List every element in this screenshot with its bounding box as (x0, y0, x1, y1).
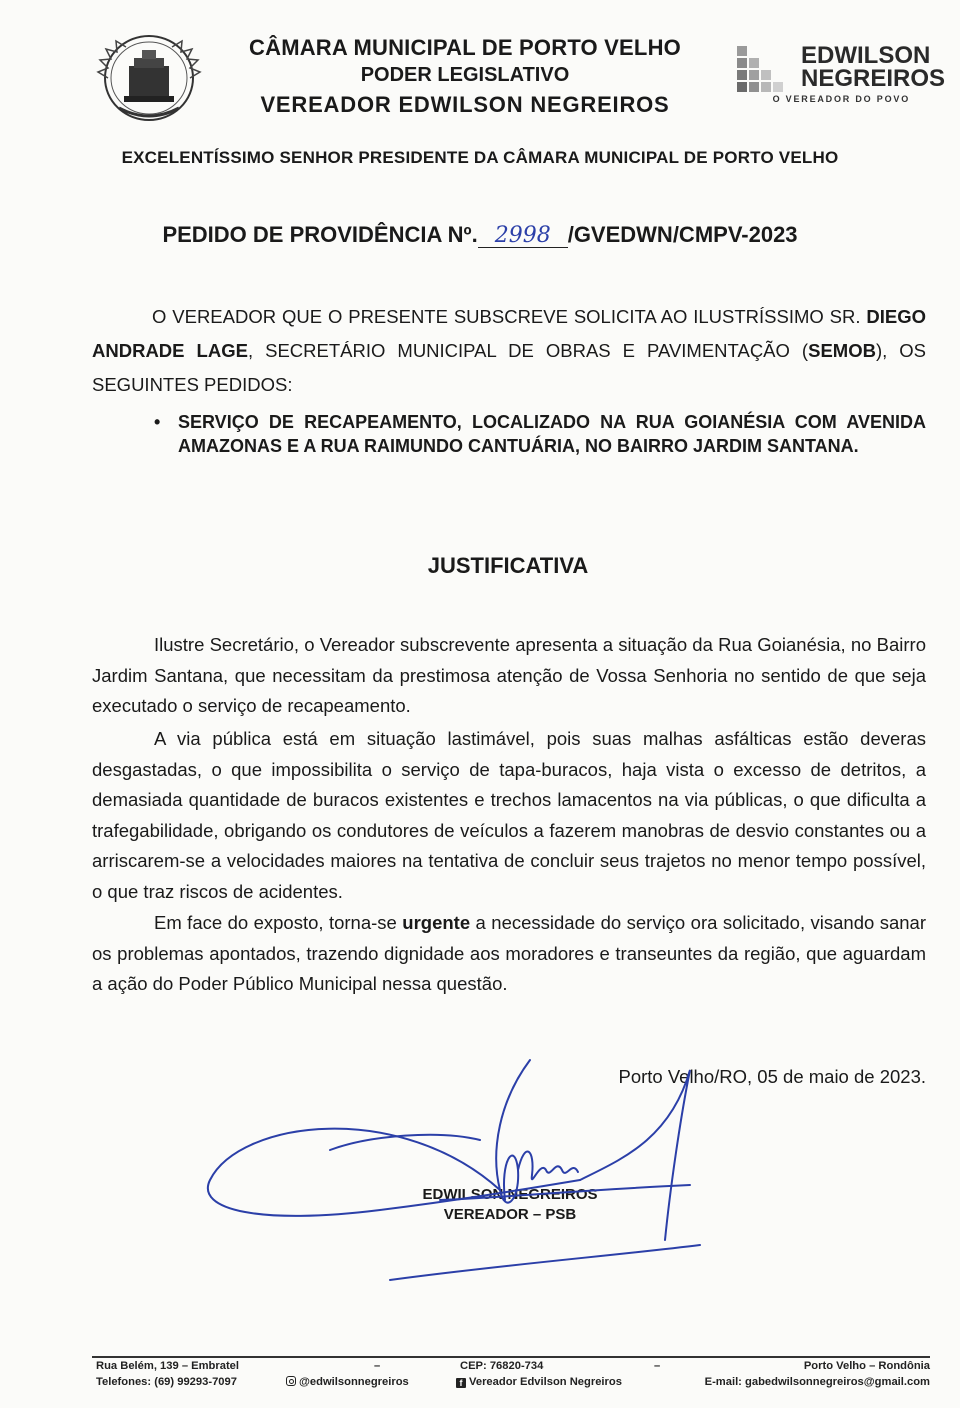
footer-email: E-mail: gabedwilsonnegreiros@gmail.com (704, 1376, 930, 1388)
brand-name-line1: EDWILSON (801, 42, 931, 69)
date-line: Porto Velho/RO, 05 de maio de 2023. (618, 1066, 926, 1087)
signer-role: VEREADOR – PSB (443, 1206, 577, 1223)
municipal-seal-icon (94, 28, 204, 128)
footer-separator: – (654, 1360, 661, 1372)
brand-logo (735, 42, 946, 112)
paragraph-3-text-1: Em face do exposto, torna-se (154, 912, 403, 933)
handwritten-signature (200, 1040, 720, 1300)
footer-address: Rua Belém, 139 – Embratel (96, 1360, 240, 1372)
institution-name: CÂMARA MUNICIPAL DE PORTO VELHO (249, 35, 681, 60)
instagram-handle: @edwilsonnegreiros (299, 1376, 409, 1388)
request-prefix: PEDIDO DE PROVIDÊNCIA Nº. (162, 222, 478, 247)
footer-separator: – (374, 1360, 381, 1372)
request-suffix: /GVEDWN/CMPV-2023 (567, 222, 798, 247)
addressee: EXCELENTÍSSIMO SENHOR PRESIDENTE DA CÂMARA MUNICIPAL DE PORTO VELHO (121, 148, 839, 167)
footer-phones: Telefones: (69) 99293-7097 (96, 1376, 237, 1388)
justification-paragraph-2: A via pública está em situação lastimável, pois suas malhas asfálticas estão deveras desgastadas, o que impossibilita o serviço de tapa-buracos, haja vista o excesso de detritos, a demasiada quantidade de buracos existentes e trechos lamacentos na via públicas, o que dificulta a trafegabilidade, obrigando os condutores de veículos a fazerem manobras de desvio constantes ou a arriscarem-se a velocidades maiores na tentativa de concluir seus trajetos no menor tempo possível, o que traz riscos de acidentes. (92, 728, 926, 902)
handwritten-request-number: 2998 (478, 225, 568, 248)
secretary-name: DIEGO ANDRADE LAGE (92, 306, 926, 361)
paragraph-3-text-2: a necessidade do serviço ora solicitado, visando sanar os problemas apontados, trazendo dignidade aos moradores e transeuntes da região, que aguardam a ação do Poder Público Municipal nessa questão. (92, 912, 927, 995)
justification-paragraph-3 (92, 908, 926, 1000)
footer-city: Porto Velho – Rondônia (803, 1360, 930, 1372)
request-item-text: SERVIÇO DE RECAPEAMENTO, LOCALIZADO NA RUA GOIANÉSIA COM AVENIDA AMAZONAS E A RUA RAIMUNDO CANTUÁRIA, NO BAIRRO JARDIM SANTANA. (178, 412, 926, 456)
requests-list (150, 410, 926, 458)
bullet-icon: • (154, 412, 161, 432)
justification-paragraph-1: Ilustre Secretário, o Vereador subscrevente apresenta a situação da Rua Goianésia, no Bairro Jardim Santana, que necessitam da prestimosa atenção de Vossa Senhoria no sentido de que seja executado o serviço de recapeamento. (92, 634, 926, 717)
institution-branch: PODER LEGISLATIVO (360, 64, 570, 86)
brand-tagline: O VEREADOR DO POVO (772, 94, 910, 104)
intro-text-3: ), OS SEGUINTES PEDIDOS: (92, 340, 927, 395)
footer-cep: CEP: 76820-734 (460, 1360, 544, 1372)
facebook-page: Vereador Edvilson Negreiros (469, 1376, 622, 1388)
intro-paragraph (92, 300, 926, 402)
instagram-icon (286, 1376, 296, 1386)
list-item (150, 410, 926, 458)
footer-facebook (456, 1376, 622, 1388)
signer-name: EDWILSON NEGREIROS (422, 1186, 598, 1203)
request-title (0, 222, 960, 248)
intro-text-1: O VEREADOR QUE O PRESENTE SUBSCREVE SOLICITA AO ILUSTRÍSSIMO SR. (152, 306, 867, 327)
organization-acronym: SEMOB (808, 340, 876, 361)
facebook-icon: f (456, 1378, 466, 1388)
intro-text-2: , SECRETÁRIO MUNICIPAL DE OBRAS E PAVIMENTAÇÃO ( (247, 340, 809, 361)
section-title: JUSTIFICATIVA (427, 553, 589, 578)
urgent-emphasis: urgente (402, 912, 471, 933)
brand-name (801, 42, 946, 92)
brand-name-line2: NEGREIROS (801, 65, 946, 92)
footer-instagram (286, 1376, 409, 1388)
letterhead (210, 34, 720, 122)
councilman-title: VEREADOR EDWILSON NEGREIROS (260, 92, 670, 117)
footer-divider (92, 1356, 930, 1358)
